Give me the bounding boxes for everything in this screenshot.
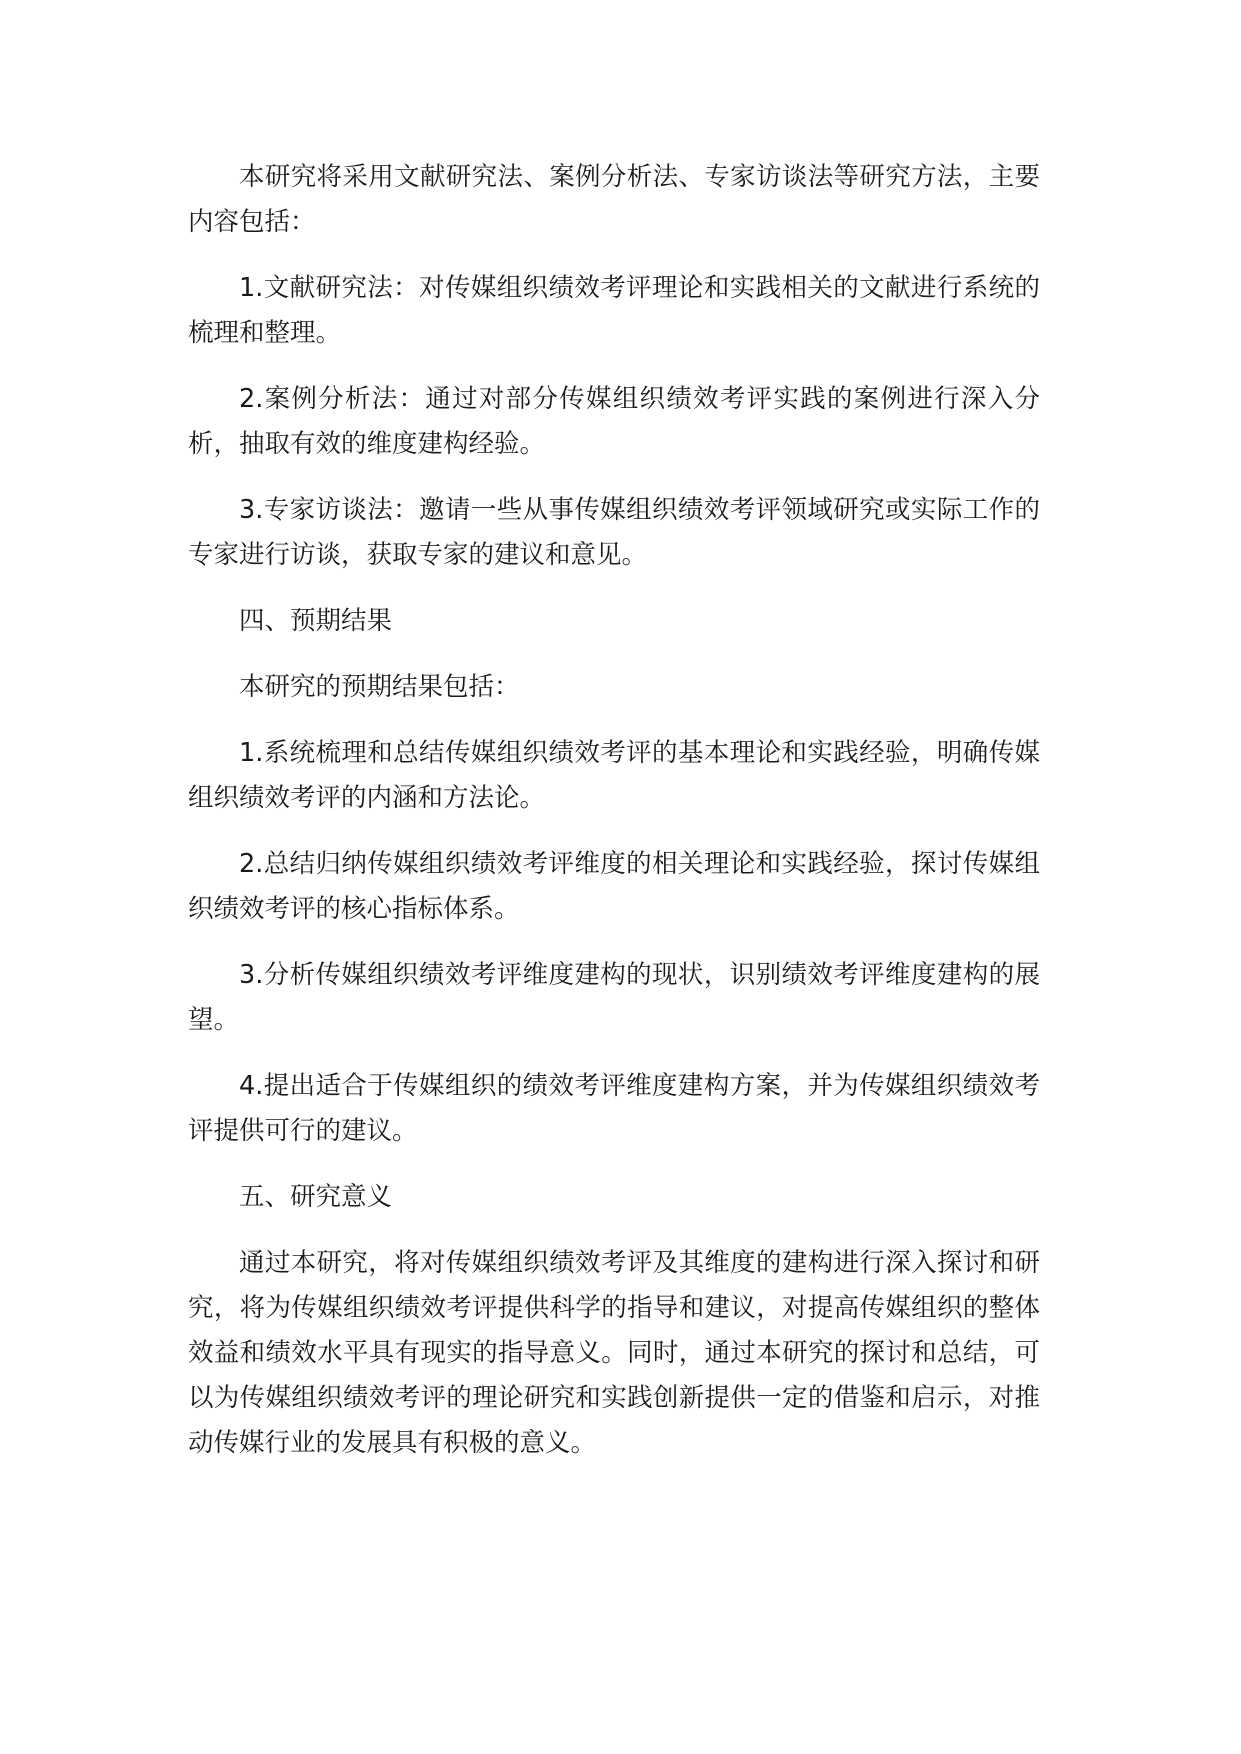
paragraph-result-2: 2.总结归纳传媒组织绩效考评维度的相关理论和实践经验，探讨传媒组织绩效考评的核心指标体系。: [188, 849, 1040, 924]
section-heading-significance: 五、研究意义: [239, 1182, 393, 1212]
paragraph-method-case: 2.案例分析法：通过对部分传媒组织绩效考评实践的案例进行深入分析，抽取有效的维度建构经验。: [188, 384, 1040, 459]
section-heading-expected-results: 四、预期结果: [239, 606, 393, 636]
paragraph-method-interview: 3.专家访谈法：邀请一些从事传媒组织绩效考评领域研究或实际工作的专家进行访谈，获取专家的建议和意见。: [188, 495, 1040, 570]
paragraph-significance: 通过本研究，将对传媒组织绩效考评及其维度的建构进行深入探讨和研究，将为传媒组织绩效考评提供科学的指导和建议，对提高传媒组织的整体效益和绩效水平具有现实的指导意义。同时，通过本研究的探讨和总结，可以为传媒组织绩效考评的理论研究和实践创新提供一定的借鉴和启示，对推动传媒行业的发展具有积极的意义。: [188, 1248, 1040, 1458]
paragraph-results-intro: 本研究的预期结果包括：: [239, 672, 520, 702]
paragraph-method-literature: 1.文献研究法：对传媒组织绩效考评理论和实践相关的文献进行系统的梳理和整理。: [188, 273, 1040, 348]
paragraph-result-1: 1.系统梳理和总结传媒组织绩效考评的基本理论和实践经验，明确传媒组织绩效考评的内涵和方法论。: [188, 738, 1040, 813]
paragraph-methods-intro: 本研究将采用文献研究法、案例分析法、专家访谈法等研究方法，主要内容包括：: [188, 162, 1040, 237]
document-page: [188, 155, 1040, 1487]
paragraph-result-3: 3.分析传媒组织绩效考评维度建构的现状，识别绩效考评维度建构的展望。: [188, 960, 1040, 1035]
paragraph-result-4: 4.提出适合于传媒组织的绩效考评维度建构方案，并为传媒组织绩效考评提供可行的建议。: [188, 1071, 1040, 1146]
